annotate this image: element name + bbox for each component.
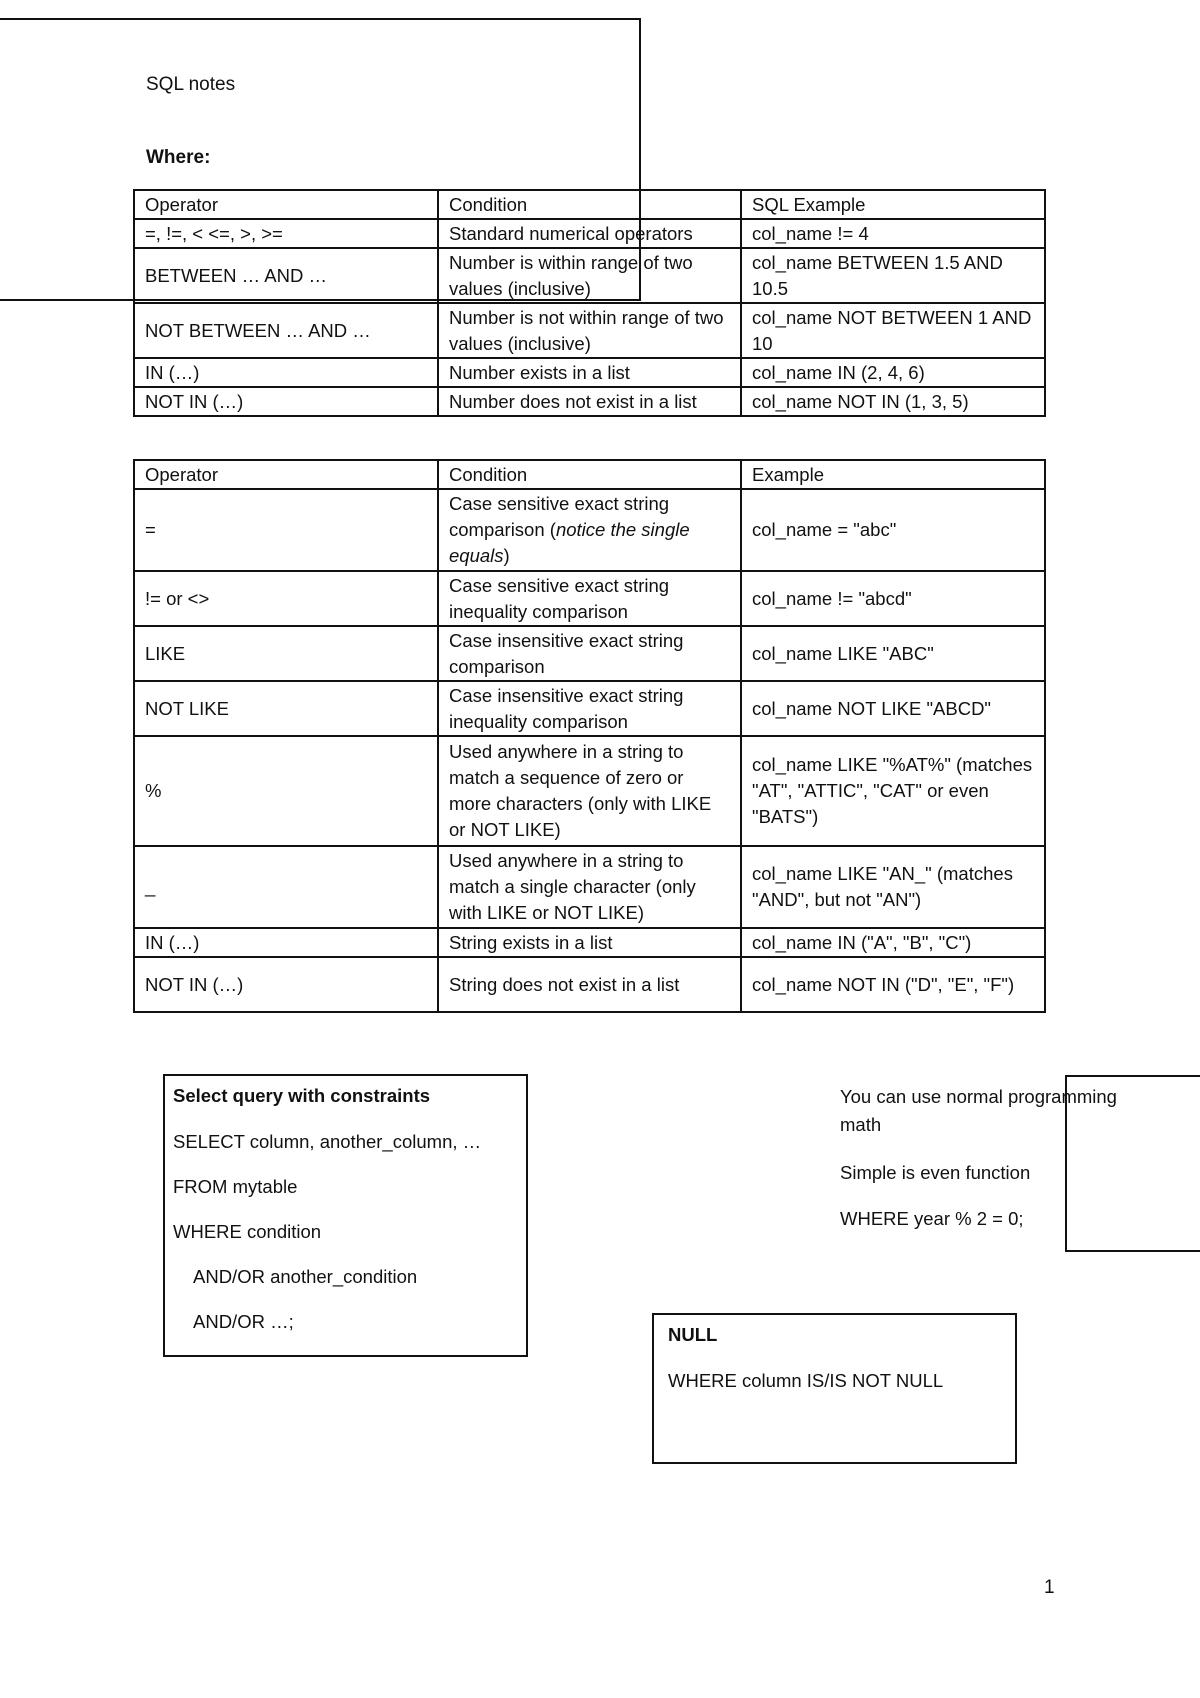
table-row xyxy=(134,571,1045,626)
page-number: 1 xyxy=(1044,1577,1055,1598)
condition-cell: Standard numerical operators xyxy=(438,219,741,248)
condition-text: Case sensitive exact string comparison ( xyxy=(449,493,670,540)
header-cell: Condition xyxy=(438,190,741,219)
operator-cell: = xyxy=(134,489,438,571)
where-line: WHERE condition xyxy=(173,1221,322,1242)
header-cell: Operator xyxy=(134,460,438,489)
numeric-operators-table xyxy=(133,189,1046,417)
table-row xyxy=(134,358,1045,387)
math-note-line: Simple is even function xyxy=(840,1162,1031,1183)
condition-cell: Number is within range of two values (inclusive) xyxy=(438,248,741,303)
operator-cell: _ xyxy=(134,846,438,928)
table-row xyxy=(134,489,1045,571)
condition-cell: Case insensitive exact string inequality comparison xyxy=(438,681,741,736)
example-cell: col_name NOT LIKE "ABCD" xyxy=(741,681,1045,736)
header-cell: Condition xyxy=(438,460,741,489)
null-box-heading: NULL xyxy=(668,1324,718,1345)
math-note-line: You can use normal programming math xyxy=(840,1086,1117,1135)
condition-cell: Number is not within range of two values (inclusive) xyxy=(438,303,741,358)
section-heading-where: Where: xyxy=(146,147,211,168)
example-cell: col_name NOT IN (1, 3, 5) xyxy=(741,387,1045,416)
table-row xyxy=(134,248,1045,303)
table-row xyxy=(134,219,1045,248)
example-cell: col_name IN ("A", "B", "C") xyxy=(741,928,1045,957)
from-line: FROM mytable xyxy=(173,1176,298,1197)
example-cell: col_name LIKE "AN_" (matches "AND", but not "AN") xyxy=(741,846,1045,928)
operator-cell: LIKE xyxy=(134,626,438,681)
and-or-end-line: AND/OR …; xyxy=(193,1311,294,1332)
header-cell: SQL Example xyxy=(741,190,1045,219)
page-title: SQL notes xyxy=(146,74,236,95)
table-header-row xyxy=(134,460,1045,489)
operator-cell: != or <> xyxy=(134,571,438,626)
table-row xyxy=(134,303,1045,358)
example-cell: col_name = "abc" xyxy=(741,489,1045,571)
null-box xyxy=(652,1313,1017,1464)
operator-cell: =, !=, < <=, >, >= xyxy=(134,219,438,248)
null-box-line: WHERE column IS/IS NOT NULL xyxy=(668,1370,944,1391)
condition-cell: Number does not exist in a list xyxy=(438,387,741,416)
select-box-heading: Select query with constraints xyxy=(173,1085,431,1106)
header-cell: Example xyxy=(741,460,1045,489)
example-cell: col_name IN (2, 4, 6) xyxy=(741,358,1045,387)
table-row xyxy=(134,928,1045,957)
select-line: SELECT column, another_column, … xyxy=(173,1131,482,1152)
example-cell: col_name NOT IN ("D", "E", "F") xyxy=(741,957,1045,1012)
operator-cell: BETWEEN … AND … xyxy=(134,248,438,303)
example-cell: col_name LIKE "ABC" xyxy=(741,626,1045,681)
operator-cell: % xyxy=(134,736,438,846)
select-query-box xyxy=(163,1074,528,1357)
operator-cell: NOT BETWEEN … AND … xyxy=(134,303,438,358)
table-row xyxy=(134,387,1045,416)
example-cell: col_name BETWEEN 1.5 AND 10.5 xyxy=(741,248,1045,303)
table-row xyxy=(134,957,1045,1012)
condition-suffix: ) xyxy=(503,545,510,566)
operator-cell: IN (…) xyxy=(134,358,438,387)
table-row xyxy=(134,736,1045,846)
condition-cell: Case insensitive exact string comparison xyxy=(438,626,741,681)
table-row xyxy=(134,626,1045,681)
and-or-line: AND/OR another_condition xyxy=(193,1266,418,1287)
condition-cell: Number exists in a list xyxy=(438,358,741,387)
header-cell: Operator xyxy=(134,190,438,219)
table-row xyxy=(134,846,1045,928)
condition-cell: Used anywhere in a string to match a single character (only with LIKE or NOT LIKE) xyxy=(438,846,741,928)
math-note-line: WHERE year % 2 = 0; xyxy=(840,1208,1024,1229)
table-row xyxy=(134,681,1045,736)
condition-emphasis: notice the single equals xyxy=(449,519,690,566)
operator-cell: NOT IN (…) xyxy=(134,957,438,1012)
condition-cell: String does not exist in a list xyxy=(438,957,741,1012)
condition-cell xyxy=(438,489,741,571)
operator-cell: IN (…) xyxy=(134,928,438,957)
table-header-row xyxy=(134,190,1045,219)
math-note xyxy=(840,1083,1170,1243)
condition-cell: Used anywhere in a string to match a sequence of zero or more characters (only with LIKE or NOT LIKE) xyxy=(438,736,741,846)
operator-cell: NOT IN (…) xyxy=(134,387,438,416)
condition-cell: Case sensitive exact string inequality comparison xyxy=(438,571,741,626)
example-cell: col_name NOT BETWEEN 1 AND 10 xyxy=(741,303,1045,358)
example-cell: col_name LIKE "%AT%" (matches "AT", "ATTIC", "CAT" or even "BATS") xyxy=(741,736,1045,846)
string-operators-table xyxy=(133,459,1046,1013)
operator-cell: NOT LIKE xyxy=(134,681,438,736)
example-cell: col_name != 4 xyxy=(741,219,1045,248)
example-cell: col_name != "abcd" xyxy=(741,571,1045,626)
condition-cell: String exists in a list xyxy=(438,928,741,957)
